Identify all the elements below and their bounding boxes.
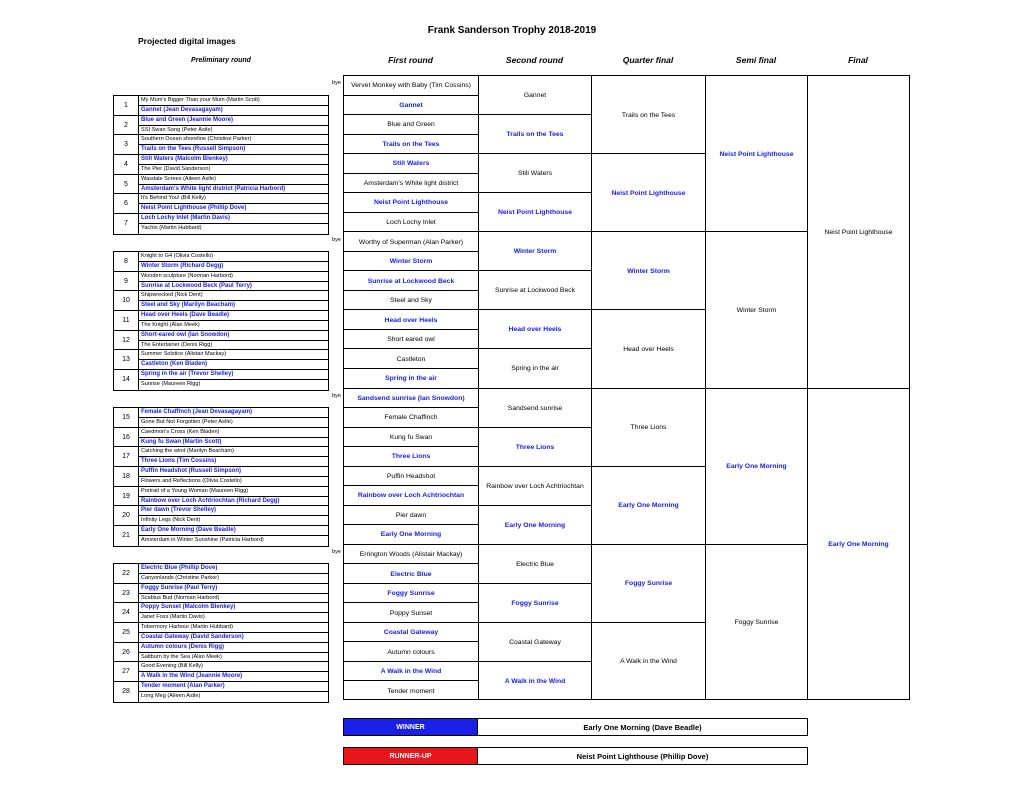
first-round-entry: Puffin Headshot (386, 472, 436, 480)
prelim-match (114, 252, 328, 272)
entry-name: Wasdale Screes (Aileen Astle) (141, 175, 217, 182)
second-round-entry: Spring in the air (511, 365, 559, 373)
page-title: Frank Sanderson Trophy 2018-2019 (427, 25, 597, 36)
match-number: 10 (114, 291, 139, 310)
header-semi-final: Semi final (735, 55, 777, 65)
semi-final-column (705, 75, 808, 700)
entry-name: Blue and Green (Jeannie Moore) (141, 116, 234, 123)
match-entries (139, 408, 328, 427)
prelim-match (114, 194, 328, 214)
match-number: 15 (114, 408, 139, 427)
match-entries (139, 155, 328, 174)
second-round-entry: Head over Heels (508, 326, 562, 334)
entry-name: Infinity Legs (Nick Dent) (139, 515, 328, 525)
first-round-entry: Blue and Green (387, 121, 435, 129)
entry-name: Summer Solstice (Alistair Mackay) (141, 351, 227, 358)
match-number: 21 (114, 526, 139, 546)
match-entries (139, 272, 328, 291)
match-number: 28 (114, 682, 139, 702)
quarter-final-entry: Winter Storm (627, 267, 670, 275)
quarter-final-entry: A Walk in the Wind (620, 658, 677, 666)
prelim-match (114, 623, 328, 643)
entry-name: Amsterdam in Winter Sunshine (Patricia Harbord) (139, 535, 328, 545)
semi-final-entry: Neist Point Lighthouse (719, 150, 794, 158)
prelim-match (114, 506, 328, 526)
entry-name: Flowers and Reflections (Olivia Costello) (139, 476, 328, 486)
entry-name: Puffin Headshot (Russell Simpson) (141, 468, 242, 475)
entry-name: Gone But Not Forgotten (Peter Astle) (139, 417, 328, 427)
prelim-match (114, 643, 328, 663)
entry-name: Electric Blue (Phillip Dove) (141, 565, 218, 571)
winner-label: WINNER (343, 718, 478, 736)
prelim-match (114, 331, 328, 351)
prelim-match (114, 564, 328, 584)
match-entries (139, 662, 328, 681)
quarter-final-entry: Early One Morning (618, 502, 679, 510)
match-number: 20 (114, 506, 139, 525)
entry-name: Loch Lochy Inlet (Martin Davis) (141, 215, 231, 222)
quarter-final-entry: Trails on the Tees (621, 111, 676, 119)
prelim-match (114, 428, 328, 448)
entry-name: SSI Swan Song (Peter Astle) (139, 125, 328, 135)
semi-final-entry: Winter Storm (736, 306, 777, 314)
prelim-match (114, 487, 328, 507)
page-subtitle: Projected digital images (138, 36, 236, 46)
second-round-entry: Foggy Sunrise (511, 599, 559, 607)
match-number: 25 (114, 623, 139, 642)
first-round-entry: Sandsend sunrise (Ian Snowdon) (357, 394, 465, 402)
match-entries (139, 428, 328, 447)
entry-name: Long Meg (Aileen Astle) (139, 691, 328, 701)
entry-name: Portrait of a Young Woman (Maureen Rigg) (141, 487, 249, 494)
first-round-entry: Vervet Monkey with Baby (Tim Cossins) (351, 82, 471, 90)
match-number: 17 (114, 447, 139, 466)
second-round-entry: Still Waters (517, 170, 553, 178)
first-round-entry: Still Waters (392, 160, 430, 168)
match-number: 24 (114, 603, 139, 622)
prelim-match (114, 467, 328, 487)
match-entries (139, 643, 328, 662)
entry-name: Kung fu Swan (Martin Scott) (139, 437, 328, 447)
entry-name: Autumn colours (Denis Rigg) (141, 643, 224, 650)
prelim-match (114, 350, 328, 370)
match-entries (139, 370, 328, 390)
prelim-group (113, 407, 329, 547)
entry-name: Canyonlands (Christine Parker) (139, 573, 328, 583)
winner-value: Early One Morning (Dave Beadle) (478, 718, 808, 736)
first-round-entry: Sunrise at Lockwood Beck (367, 277, 455, 285)
first-round-entry: Early One Morning (380, 531, 442, 539)
final-entry: Neist Point Lighthouse (824, 228, 893, 236)
prelim-match (114, 116, 328, 136)
first-round-entry: Steel and Sky (390, 297, 432, 305)
prelim-match (114, 214, 328, 234)
match-number: 9 (114, 272, 139, 291)
match-number: 6 (114, 194, 139, 213)
match-number: 22 (114, 564, 139, 583)
match-entries (139, 584, 328, 603)
match-number: 8 (114, 252, 139, 271)
match-entries (139, 311, 328, 330)
prelim-group (113, 95, 329, 235)
second-round-entry: Early One Morning (504, 521, 566, 529)
prelim-match (114, 96, 328, 116)
final-entry: Early One Morning (828, 541, 889, 549)
entry-name: Female Chaffinch (Jean Devasagayam) (141, 409, 253, 415)
prelim-match (114, 662, 328, 682)
second-round-entry: Electric Blue (516, 560, 554, 568)
entry-name: The Entertainer (Denis Rigg) (139, 340, 328, 350)
match-number: 3 (114, 135, 139, 154)
match-number: 4 (114, 155, 139, 174)
second-round-entry: Winter Storm (513, 248, 557, 256)
second-round-entry: Sandsend sunrise (507, 404, 563, 412)
header-first-round: First round (388, 55, 433, 65)
entry-name: Wooden sculpture (Norman Harbord) (141, 272, 233, 279)
prelim-match (114, 370, 328, 390)
second-round-entry: Coastal Gateway (509, 638, 561, 646)
match-entries (139, 603, 328, 622)
match-entries (139, 564, 328, 583)
entry-name: Early One Morning (Dave Beadle) (141, 527, 236, 534)
entry-name: Caedmon's Cross (Ken Bladen) (141, 428, 220, 435)
match-number: 11 (114, 311, 139, 330)
first-round-entry: Electric Blue (390, 570, 432, 578)
match-entries (139, 331, 328, 350)
first-round-entry: Spring in the air (385, 375, 437, 383)
entry-name: Poppy Sunset (Malcolm Blenkey) (141, 604, 236, 611)
entry-name: Winter Storm (Richard Degg) (139, 261, 328, 271)
prelim-match (114, 311, 328, 331)
second-round-entry: Neist Point Lighthouse (497, 209, 572, 217)
first-round-entry: Errington Woods (Alistair Mackay) (359, 551, 463, 559)
first-round-entry: Short eared owl (387, 336, 435, 344)
header-final: Final (848, 55, 868, 65)
match-entries (139, 175, 328, 194)
entry-name: Amsterdam's White light district (Patricia Harbord) (139, 184, 328, 194)
first-round-entry: Loch Lochy Inlet (386, 218, 436, 226)
match-entries (139, 487, 328, 506)
match-entries (139, 116, 328, 135)
entry-name: Tobermory Harbour (Martin Hubbard) (141, 624, 234, 631)
prelim-match (114, 291, 328, 311)
first-round-entry: Worthy of Superman (Alan Parker) (358, 238, 464, 246)
entry-name: Scabius Bud (Norman Harbord) (139, 593, 328, 603)
first-round-entry: Winter Storm (389, 258, 433, 266)
bye-label: bye (332, 393, 341, 399)
match-entries (139, 526, 328, 546)
semi-final-entry: Early One Morning (726, 463, 787, 471)
match-entries (139, 135, 328, 154)
first-round-entry: A Walk in the Wind (380, 668, 442, 676)
first-round-entry: Poppy Sunset (389, 609, 433, 617)
first-round-entry: Female Chaffinch (384, 414, 438, 422)
first-round-entry: Head over Heels (384, 316, 438, 324)
entry-name: Yachts (Martin Hubbard) (139, 223, 328, 233)
entry-name: Short-eared owl (Ian Snowdon) (141, 331, 230, 338)
second-round-entry: Gannet (523, 92, 547, 100)
entry-name: Steel and Sky (Marilyn Beacham) (139, 300, 328, 310)
second-round-entry: Sunrise at Lockwood Beck (494, 287, 576, 295)
match-entries (139, 214, 328, 234)
entry-name: Castleton (Ken Bladen) (139, 359, 328, 369)
first-round-entry: Autumn colours (387, 648, 435, 656)
prelim-match (114, 272, 328, 292)
prelim-match (114, 408, 328, 428)
match-entries (139, 467, 328, 486)
entry-name: Rainbow over Loch Achtriochtan (Richard Degg) (139, 496, 328, 506)
quarter-final-entry: Neist Point Lighthouse (611, 189, 686, 197)
second-round-entry: Rainbow over Loch Achtriochtan (486, 482, 584, 490)
first-round-entry: Neist Point Lighthouse (373, 199, 448, 207)
prelim-match (114, 175, 328, 195)
match-entries (139, 447, 328, 466)
first-round-entry: Tender moment (387, 687, 435, 695)
entry-name: Head over Heels (Dave Beadle) (141, 312, 230, 319)
prelim-match (114, 155, 328, 175)
entry-name: A Walk in the Wind (Jeannie Moore) (139, 671, 328, 681)
second-round-column (478, 75, 592, 700)
first-round-entry: Foggy Sunrise (387, 590, 435, 598)
prelim-match (114, 526, 328, 546)
first-round-entry: Pier dawn (395, 511, 427, 519)
bye-label: bye (332, 80, 341, 86)
match-entries (139, 96, 328, 115)
first-round-entry: Three Lions (391, 453, 431, 461)
bye-label: bye (332, 549, 341, 555)
first-round-entry: Gannet (399, 101, 423, 109)
entry-name: Janet Foss (Martin Davis) (139, 612, 328, 622)
match-number: 23 (114, 584, 139, 603)
quarter-final-column (591, 75, 706, 700)
first-round-entry: Amsterdam's White light district (363, 179, 459, 187)
entry-name: The Pier (David Sanderson) (139, 164, 328, 174)
match-number: 16 (114, 428, 139, 447)
first-round-column (343, 75, 479, 700)
match-entries (139, 623, 328, 642)
match-entries (139, 194, 328, 213)
final-column (807, 75, 910, 700)
match-entries (139, 506, 328, 525)
match-entries (139, 252, 328, 271)
entry-name: My Mum's Bigger Than your Mum (Martin Scott) (141, 97, 260, 103)
entry-name: Pier dawn (Trevor Shelley) (141, 507, 217, 514)
prelim-group (113, 251, 329, 391)
match-number: 7 (114, 214, 139, 234)
entry-name: Three Lions (Tim Cossins) (139, 456, 328, 466)
match-number: 27 (114, 662, 139, 681)
match-number: 14 (114, 370, 139, 390)
entry-name: Neist Point Lighthouse (Phillip Dove) (139, 203, 328, 213)
prelim-match (114, 584, 328, 604)
entry-name: It's Behind You! (Bill Kelly) (141, 195, 206, 202)
second-round-entry: Three Lions (515, 443, 555, 451)
entry-name: Sunrise at Lockwood Beck (Paul Terry) (139, 281, 328, 291)
match-number: 1 (114, 96, 139, 115)
first-round-entry: Rainbow over Loch Achtriochtan (357, 492, 465, 500)
entry-name: Coastal Gateway (David Sanderson) (139, 632, 328, 642)
second-round-entry: Trails on the Tees (506, 131, 564, 139)
header-preliminary-round: Preliminary round (191, 57, 251, 64)
match-entries (139, 682, 328, 702)
entry-name: Tender moment (Alan Parker) (141, 683, 225, 690)
match-number: 12 (114, 331, 139, 350)
match-entries (139, 350, 328, 369)
match-number: 13 (114, 350, 139, 369)
bye-label: bye (332, 237, 341, 243)
semi-final-entry: Foggy Sunrise (734, 619, 779, 627)
entry-name: Sunrise (Maureen Rigg) (139, 379, 328, 389)
entry-name: Southern Ocean shoreline (Christine Parker) (141, 136, 252, 143)
second-round-entry: A Walk in the Wind (504, 677, 566, 685)
match-number: 18 (114, 467, 139, 486)
entry-name: Catching the wind (Marilyn Beacham) (141, 448, 234, 455)
runner-up-value: Neist Point Lighthouse (Phillip Dove) (478, 747, 808, 765)
header-quarter-final: Quarter final (622, 55, 674, 65)
entry-name: Trails on the Tees (Russell Simpson) (139, 144, 328, 154)
prelim-match (114, 447, 328, 467)
first-round-entry: Trails on the Tees (382, 140, 440, 148)
quarter-final-entry: Head over Heels (623, 345, 674, 353)
entry-name: Saltburn by the Sea (Alan Meek) (139, 652, 328, 662)
entry-name: Shipwrecked (Nick Dent) (141, 292, 203, 299)
match-number: 26 (114, 643, 139, 662)
quarter-final-entry: Foggy Sunrise (624, 580, 673, 588)
first-round-entry: Coastal Gateway (383, 629, 439, 637)
prelim-match (114, 682, 328, 702)
entry-name: The Knight (Alan Meek) (139, 320, 328, 330)
entry-name: Good Evening (Bill Kelly) (141, 663, 203, 670)
match-entries (139, 291, 328, 310)
prelim-group (113, 563, 329, 703)
entry-name: Spring in the air (Trevor Shelley) (141, 371, 234, 378)
runner-up-label: RUNNER-UP (343, 747, 478, 765)
entry-name: Foggy Sunrise (Paul Terry) (141, 584, 218, 591)
entry-name: Knight to G4 (Olivia Costello) (141, 253, 214, 259)
match-number: 19 (114, 487, 139, 506)
match-number: 2 (114, 116, 139, 135)
prelim-match (114, 603, 328, 623)
header-second-round: Second round (505, 55, 564, 65)
first-round-entry: Castleton (396, 355, 426, 363)
entry-name: Still Waters (Malcolm Blenkey) (141, 156, 228, 163)
match-number: 5 (114, 175, 139, 194)
quarter-final-entry: Three Lions (630, 424, 667, 432)
entry-name: Gannet (Jean Devasagayam) (139, 105, 328, 115)
prelim-match (114, 135, 328, 155)
first-round-entry: Kung fu Swan (389, 433, 433, 441)
